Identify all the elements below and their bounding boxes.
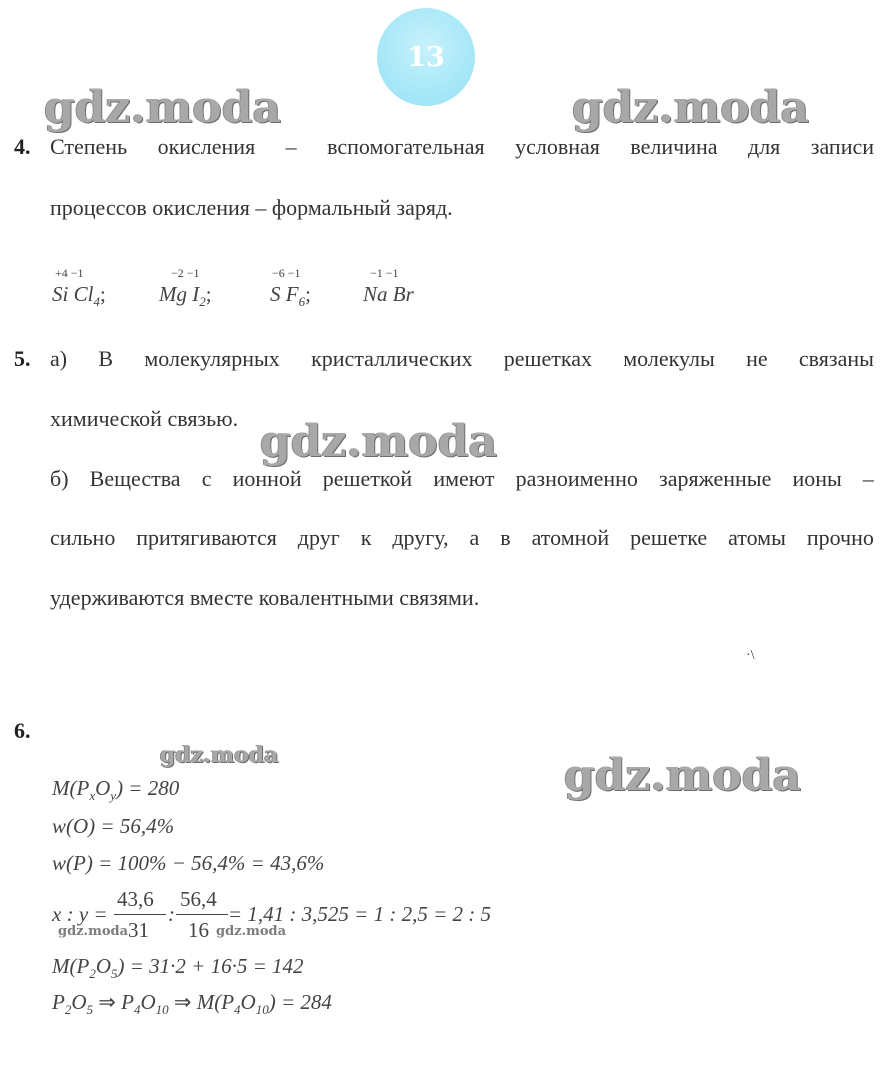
compound-sf6: S $F_6$; xyxy=(270,282,311,310)
oxidation-states: +4 −1 xyxy=(55,266,84,280)
fraction-bar xyxy=(114,914,166,915)
q5-line-4 xyxy=(50,525,874,551)
word: Вещества xyxy=(89,466,181,491)
watermark: gdz.moda xyxy=(260,416,498,467)
word: – xyxy=(862,466,874,491)
watermark: gdz.moda xyxy=(564,750,802,801)
q4-line-1 xyxy=(50,134,874,160)
fraction-numerator: 43,6 xyxy=(117,887,154,911)
word: для xyxy=(748,134,781,159)
page-number: 13 xyxy=(407,41,445,73)
word: окисления xyxy=(157,134,256,159)
word: разноименно xyxy=(515,466,638,491)
fraction-denominator: 31 xyxy=(128,918,149,942)
q4-line-2: процессов окисления – формальный заряд. xyxy=(50,195,453,220)
word: к xyxy=(360,525,372,550)
word: В xyxy=(98,346,114,371)
q5-line-1 xyxy=(50,346,874,372)
question-number-4: 4. xyxy=(14,134,31,159)
word: связаны xyxy=(798,346,874,371)
word: с xyxy=(201,466,212,491)
word: прочно xyxy=(806,525,874,550)
equation-p2o5-mass: $M(P_2O_5) = 31\cdot 2 + 16\cdot 5 = 142$ xyxy=(52,954,304,982)
watermark: gdz.moda xyxy=(58,924,129,939)
compound-sicl4: Si $Cl_4$; xyxy=(52,282,106,310)
word: атомы xyxy=(728,525,786,550)
fraction-denominator: 16 xyxy=(188,918,209,942)
word: а) xyxy=(50,346,68,371)
word: атомной xyxy=(531,525,610,550)
word: не xyxy=(746,346,768,371)
equation-p4o10: $P_2O_5$ ⇒ $P_4O_{10}$ ⇒ $M(P_4O_{10}) = 284$ xyxy=(52,990,332,1018)
word: заряженные xyxy=(659,466,772,491)
word: вспомогательная xyxy=(327,134,485,159)
word: молекулярных xyxy=(144,346,280,371)
watermark: gdz.moda xyxy=(160,742,279,768)
word: условная xyxy=(515,134,600,159)
word: имеют xyxy=(433,466,495,491)
page-number-badge xyxy=(377,8,475,106)
equation-phosphorus-fraction: w(P) = 100% − 56,4% = 43,6% xyxy=(52,851,325,875)
word: решетке xyxy=(630,525,708,550)
word: а xyxy=(469,525,480,550)
word: решеткой xyxy=(322,466,413,491)
oxidation-states: −1 −1 xyxy=(370,266,399,280)
fraction-bar xyxy=(176,914,228,915)
word: молекулы xyxy=(623,346,715,371)
stray-mark: ·\ xyxy=(746,648,755,663)
watermark: gdz.moda xyxy=(572,82,810,133)
compound-nabr: Na Br xyxy=(363,282,414,306)
q5-line-2: химической связью. xyxy=(50,406,239,431)
word: – xyxy=(285,134,297,159)
word: ионы xyxy=(792,466,842,491)
watermark: gdz.moda xyxy=(44,82,282,133)
word: б) xyxy=(50,466,69,491)
q5-line-3 xyxy=(50,466,874,492)
equation-molar-mass: $M(P_xO_y) = 280$ xyxy=(52,776,180,804)
word: ионной xyxy=(232,466,302,491)
question-number-6: 6. xyxy=(14,718,31,743)
word: величина xyxy=(630,134,718,159)
word: решетках xyxy=(503,346,592,371)
q5-line-5: удерживаются вместе ковалентными связями. xyxy=(50,585,480,610)
word: в xyxy=(500,525,511,550)
ratio-lhs: x : y = xyxy=(52,902,108,926)
word: кристаллических xyxy=(311,346,473,371)
word: притягиваются xyxy=(136,525,277,550)
word: друг xyxy=(297,525,340,550)
watermark: gdz.moda xyxy=(216,924,287,939)
compound-mgi2: Mg $I_2$; xyxy=(159,282,212,310)
word: сильно xyxy=(50,525,116,550)
word: записи xyxy=(810,134,874,159)
word: другу, xyxy=(392,525,449,550)
equation-oxygen-fraction: w(O) = 56,4% xyxy=(52,814,175,838)
question-number-5: 5. xyxy=(14,346,31,371)
ratio-rhs: = 1,41 : 3,525 = 1 : 2,5 = 2 : 5 xyxy=(228,902,491,926)
oxidation-states: −2 −1 xyxy=(171,266,200,280)
ratio-separator: : xyxy=(168,902,175,926)
word: Степень xyxy=(50,134,128,159)
oxidation-states: −6 −1 xyxy=(272,266,301,280)
fraction-numerator: 56,4 xyxy=(180,887,217,911)
